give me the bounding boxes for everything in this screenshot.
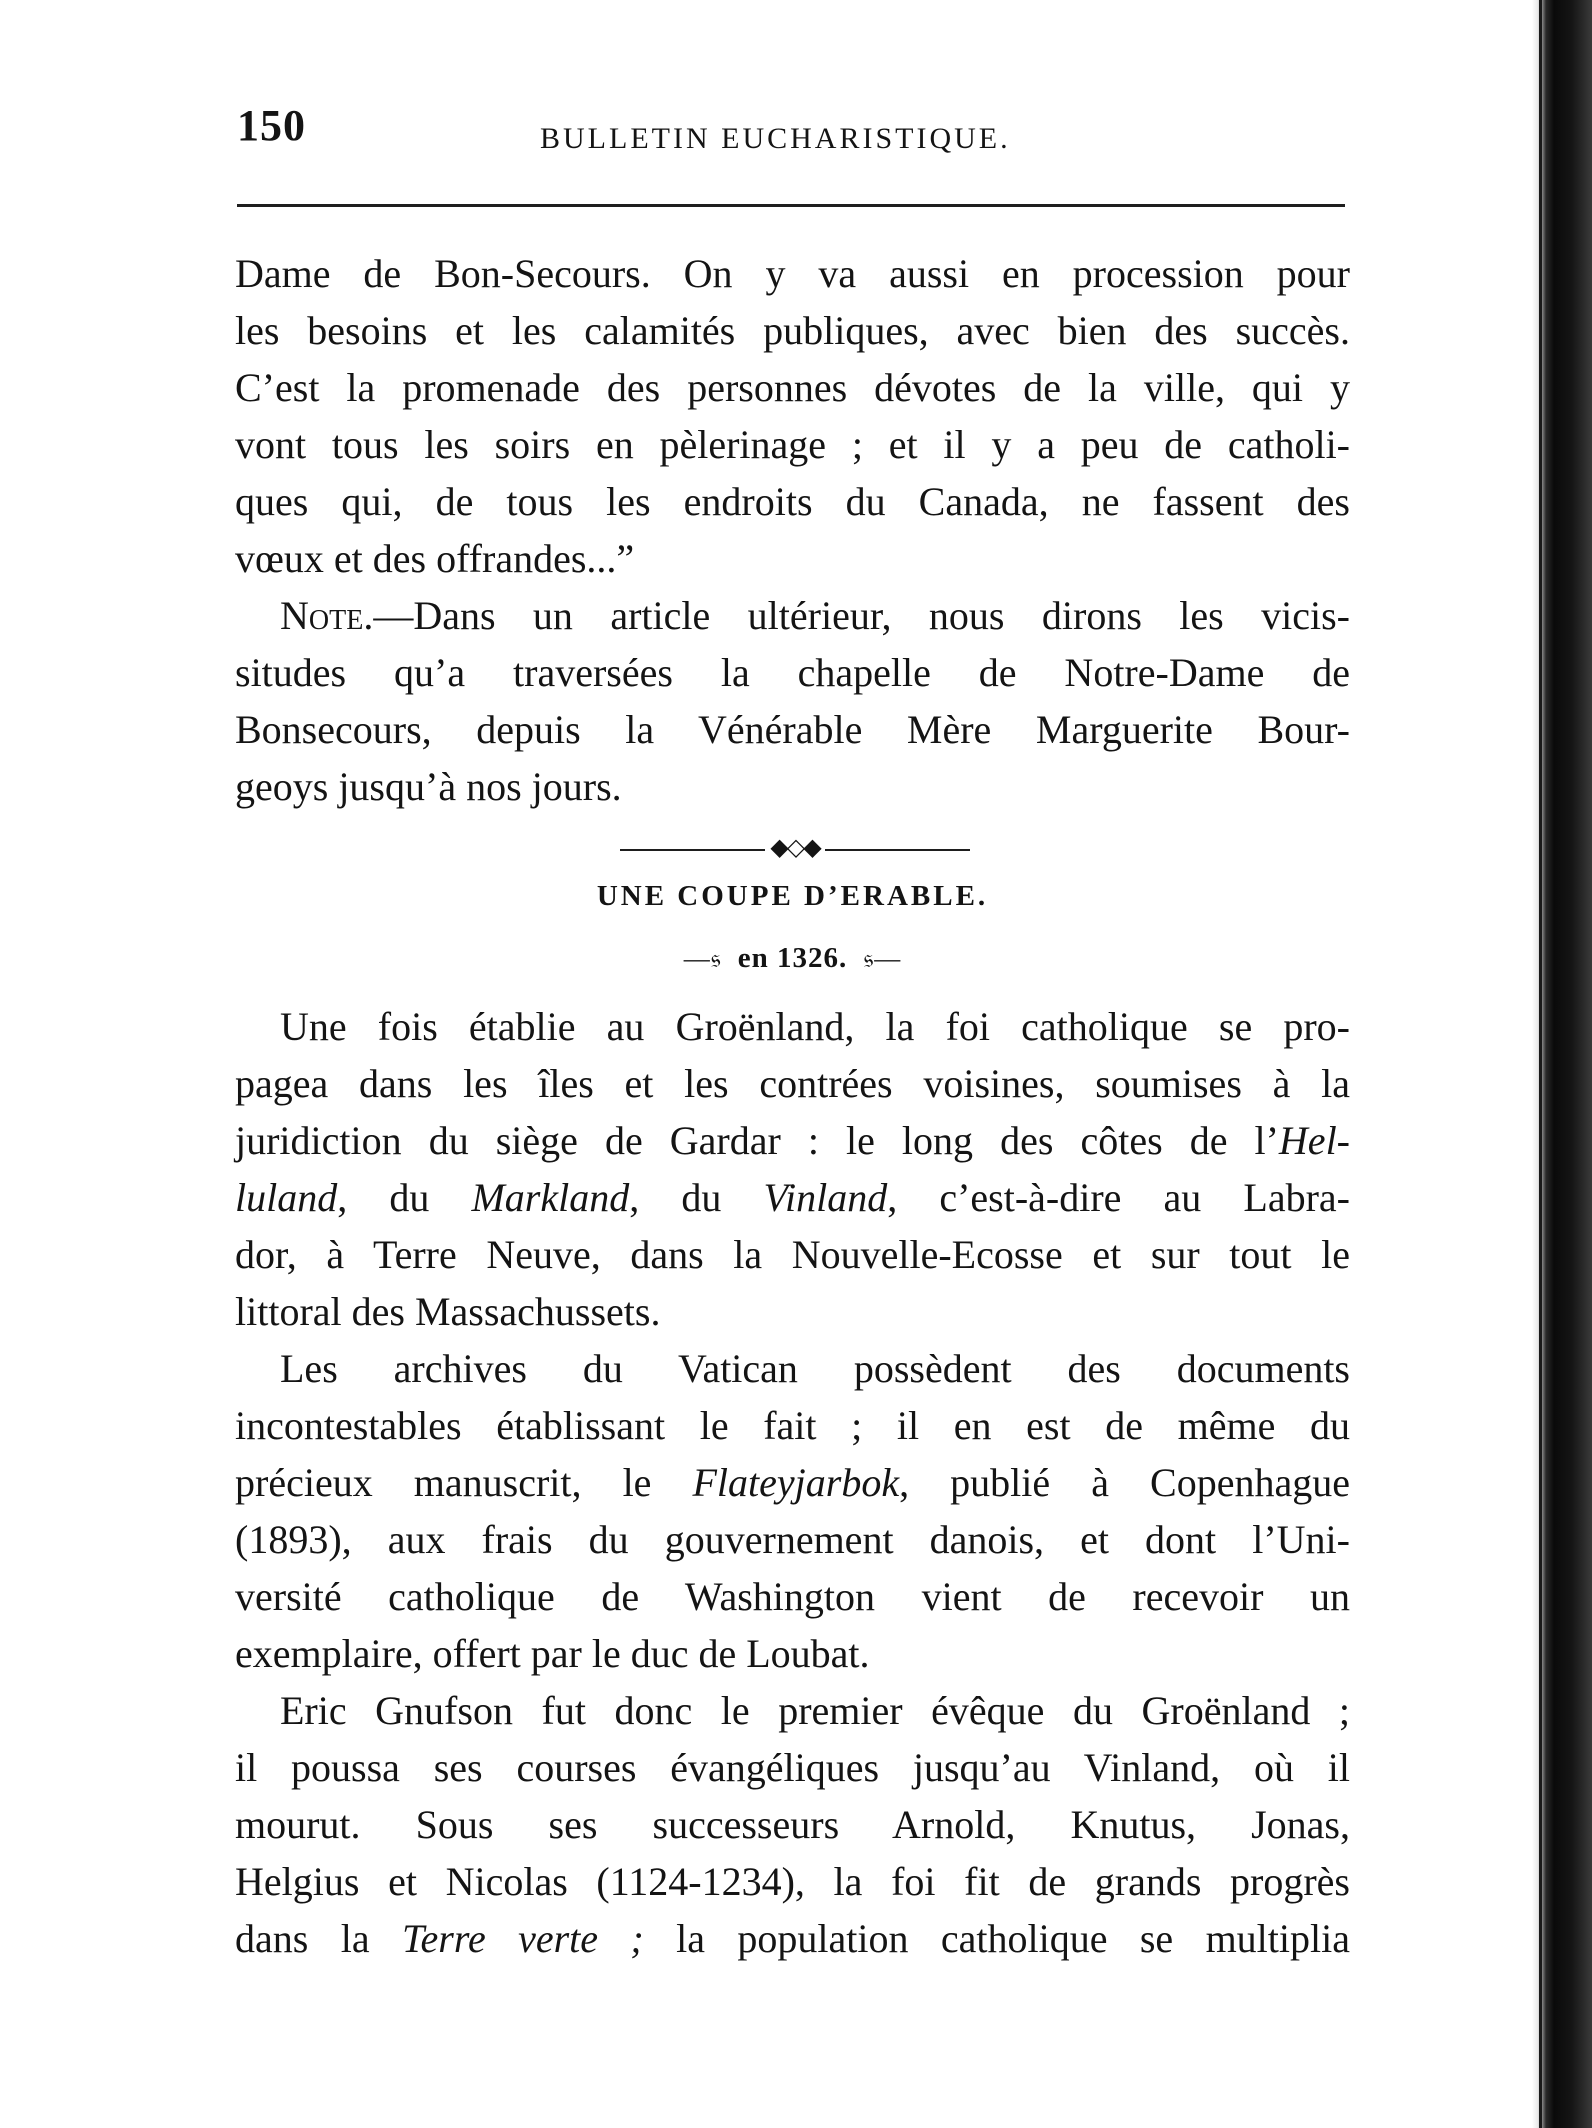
text-fragment: dans la [235,1916,402,1961]
page-number: 150 [237,101,306,150]
subtitle-text: en 1326. [737,942,848,974]
text-line: Une fois établie au Groënland, la foi catholique se pro- [280,1004,1350,1049]
running-title: BULLETIN EUCHARISTIQUE. [540,122,1011,155]
text-line: Eric Gnufson fut donc le premier évêque du Groënland ; [280,1688,1350,1733]
text-line: dor, à Terre Neuve, dans la Nouvelle-Ecosse et sur tout le [235,1232,1350,1277]
text-line: les besoins et les calamités publiques, avec bien des succès. [235,308,1350,353]
text-line: vœux et des offrandes...” [235,536,635,581]
italic-fragment: luland [235,1175,338,1220]
text-line: Les archives du Vatican possèdent des documents [280,1346,1350,1391]
header-rule [237,204,1345,207]
text-fragment: , du [337,1175,472,1220]
note-line [235,587,1350,644]
text-line: versité catholique de Washington vient de recevoir un [235,1574,1350,1619]
text-line: mourut. Sous ses successeurs Arnold, Knutus, Jonas, [235,1802,1350,1847]
ornament-diamond-icon: ◆◇◆ [770,835,820,861]
text-line: exemplaire, offert par le duc de Loubat. [235,1631,870,1676]
text-line [235,1910,1350,1967]
subtitle-deco-left: —𝔰 [683,944,722,973]
section-subtitle [235,942,1350,975]
text-fragment: , c’est-à-dire au Labra- [887,1175,1350,1220]
text-line: vont tous les soirs en pèlerinage ; et il y a peu de catholi- [235,422,1350,467]
text-line: ques qui, de tous les endroits du Canada, ne fassent des [235,479,1350,524]
text-line: Dame de Bon-Secours. On y va aussi en procession pour [235,251,1350,296]
italic-fragment: Terre verte ; [401,1916,644,1961]
text-line: C’est la promenade des personnes dévotes de la ville, qui y [235,365,1350,410]
text-line [235,1112,1350,1169]
book-page [235,0,1350,2128]
text-line: littoral des Massachussets. [235,1289,661,1334]
text-fragment: , publié à Copenhague [899,1460,1350,1505]
text-line: il poussa ses courses évangéliques jusqu’au Vinland, où il [235,1745,1350,1790]
note-label: Note. [280,593,374,638]
top-paragraphs [235,245,1350,815]
text-fragment: , du [629,1175,764,1220]
italic-fragment: Flateyjarbok [692,1460,900,1505]
italic-fragment: Vinland [763,1175,888,1220]
text-line: Helgius et Nicolas (1124-1234), la foi fit de grands progrès [235,1859,1350,1904]
section-ornament [620,835,970,862]
running-head [235,100,1350,160]
text-line: incontestables établissant le fait ; il en est de même du [235,1403,1350,1448]
section-title: UNE COUPE D’ERABLE. [596,880,989,912]
italic-fragment: Hel- [1278,1118,1350,1163]
text-fragment: la population catholique se multiplia [643,1916,1351,1961]
bottom-paragraphs [235,998,1350,1967]
italic-fragment: Markland [471,1175,630,1220]
ornament-rule-left [620,849,765,851]
text-fragment: juridiction du siège de Gardar : le long des côtes de l’ [235,1118,1279,1163]
text-line: pagea dans les îles et les contrées voisines, soumises à la [235,1061,1350,1106]
subtitle-deco-right: 𝔰— [863,944,902,973]
text-line: Bonsecours, depuis la Vénérable Mère Marguerite Bour- [235,707,1350,752]
text-line: (1893), aux frais du gouvernement danois, et dont l’Uni- [235,1517,1350,1562]
scan-edge-line [1539,0,1542,2128]
text-line: situdes qu’a traversées la chapelle de Notre-Dame de [235,650,1350,695]
ornament-rule-right [825,849,970,851]
text-line: geoys jusqu’à nos jours. [235,764,622,809]
text-fragment: précieux manuscrit, le [235,1460,693,1505]
text-line [235,1454,1350,1511]
note-text: —Dans un article ultérieur, nous dirons les vicis- [373,593,1350,638]
text-line [235,1169,1350,1226]
